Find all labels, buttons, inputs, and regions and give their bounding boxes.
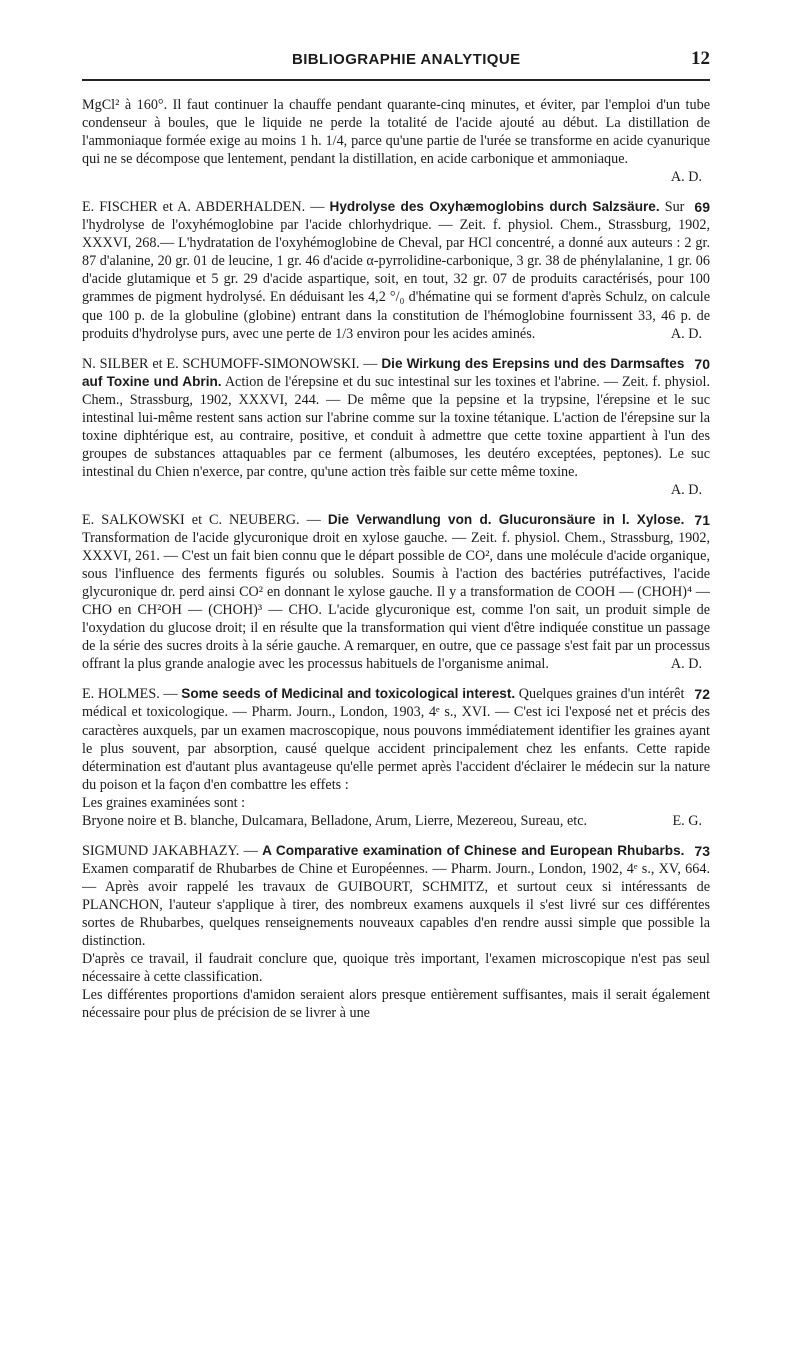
- page-number: 12: [691, 48, 710, 69]
- page-header: [82, 48, 710, 74]
- running-title: BIBLIOGRAPHIE ANALYTIQUE: [292, 51, 521, 68]
- entry-signature: A. D.: [670, 325, 702, 342]
- entry-authors: E. HOLMES. —: [82, 686, 178, 703]
- entry-title: Die Wirkung des Erepsins und des Darmsaftes auf Toxine und Abrin.: [82, 355, 685, 389]
- entry-authors: E. SALKOWSKI et C. NEUBERG. —: [82, 511, 321, 528]
- entry-title: Die Verwandlung von d. Glucuronsäure in l. Xylose.: [327, 511, 685, 527]
- entry-number: 72: [694, 686, 710, 703]
- entry-extra-paragraph: Les graines examinées sont :: [82, 794, 246, 811]
- intro-text: MgCl² à 160°. Il faut continuer la chauffe pendant quarante-cinq minutes, et éviter, par l'emploi d'un tube condenseur à boules, que le liquide ne perde la totalité de l'acide ajouté au début. La distillation de l'ammoniaque formée exige au moins 1 h. 1/4, parce qu'une partie de l'urée se transforme en acide cyanurique qui ne se décompose que lentement, pendant la distillation, en acide carbonique et ammoniaque.: [82, 97, 710, 168]
- entry-number: 70: [694, 355, 710, 372]
- entry-body: Examen comparatif de Rhubarbes de Chine et Européennes. — Pharm. Journ., London, 1902, 4ᵉ s., XV, 664. — Après avoir rappelé les travaux de GUIBOURT, SCHMITZ, et surtout ceux si intéressants de PLANCHON, l'auteur s'applique à tirer, des nombreux examens auxquels il s'est livré sur ces différentes sortes de Rhubarbes, quelques renseignements nouveaux capables d'en rendre aussi simple que possible la distinction.: [82, 860, 710, 950]
- entry-signature: A. D.: [670, 481, 702, 498]
- intro-signature: A. D.: [670, 169, 702, 186]
- bibliography-entry: [82, 685, 710, 829]
- entry-signature: E. G.: [672, 812, 702, 829]
- bibliography-entry: [82, 842, 710, 1022]
- header-rule: [82, 79, 710, 81]
- seed-list: Bryone noire et B. blanche, Dulcamara, Belladone, Arum, Lierre, Mezereou, Sureau, etc.: [82, 812, 588, 829]
- entry-body: Sur l'hydrolyse de l'oxyhémoglobine par l'acide chlorhydrique. — Zeit. f. physiol. Chem., Strassburg, 1902, XXXVI, 268.— L'hydratation de l'oxyhémoglobine de Cheval, par HCl concentré, a donné aux auteurs : 2 gr. 87 d'alanine, 20 gr. 01 de leucine, 1 gr. 46 d'acide α-pyrrolidine-carbonique, 3 gr. 38 de phénylalanine, 1 gr. 06 d'acide glutamique et 5 gr. 29 d'acide aspartique, soit, en tout, 32 gr. 07 de produits caractérisés, pour 100 grammes de pigment hydrolysé. En déduisant les 4,2 °/₀ d'hématine qui se forment d'après Schulz, on calcule que 100 p. de la globuline (globine) entrant dans la constitution de l'hémoglobine fournissent 33, 46 p. de produits d'hydrolyse purs, avec une perte de 1/3 environ pour les acides aminés.: [82, 199, 710, 342]
- entry-body: Transformation de l'acide glycuronique droit en xylose gauche. — Zeit. f. physiol. Chem., Strassburg, 1902, XXXVI, 261. — C'est un fait bien connu que le départ possible de CO², dans une molécule d'acide organique, sous l'influence des ferments figurés ou solubles. Soumis à l'action des bactéries putréfactives, l'acide glycuronique dr. perd ainsi CO² en donnant le xylose gauche. Il y a transformation de COOH — (CHOH)⁴ — CHO en CH²OH — (CHOH)³ — CHO. L'acide glycuronique est, comme l'on sait, un produit simple de l'oxydation du glucose droit; il en résulte que la transformation qui vient d'être indiquée constitue un passage de la série des sucres droits à la série gauche. A remarquer, en outre, que ce passage s'est fait par un processus offrant la plus grande analogie avec les processus habituels de l'organisme animal.: [82, 530, 710, 673]
- entry-authors: E. FISCHER et A. ABDERHALDEN. —: [82, 199, 325, 216]
- intro-paragraph: [82, 96, 710, 168]
- entry-body: Action de l'érepsine et du suc intestinal sur les toxines et l'abrine. — Zeit. f. physiol. Chem., Strassburg, 1902, XXXVI, 244. — De même que la pepsine et la trypsine, l'érepsine et le suc intestinal lui-même restent sans action sur l'abrine comme sur la toxine tétanique. L'action de l'érepsine sur la toxine diphtérique est, au contraire, positive, et conduit à admettre que cette toxine appartient à l'un des groupes de substances attaquables par ce ferment (albumoses, les deutéro exceptées, peptones). Le suc intestinal du Chien n'exerce, par contre, qu'une action très faible sur cette même toxine.: [82, 373, 710, 480]
- entry-extra-paragraph: Les différentes proportions d'amidon seraient alors presque entièrement suffisantes, mais il serait également nécessaire pour plus de précision de se livrer à une: [82, 987, 710, 1022]
- entry-title: A Comparative examination of Chinese and European Rhubarbs.: [262, 842, 685, 858]
- entry-title: Some seeds of Medicinal and toxicological interest.: [181, 686, 516, 702]
- bibliography-entry: [82, 511, 710, 673]
- entry-number: 69: [694, 199, 710, 216]
- bibliography-entry: [82, 198, 710, 342]
- entry-number: 71: [694, 511, 710, 528]
- entry-authors: SIGMUND JAKABHAZY. —: [82, 842, 258, 859]
- entry-number: 73: [694, 842, 710, 859]
- entry-authors: N. SILBER et E. SCHUMOFF-SIMONOWSKI. —: [82, 355, 378, 372]
- page-body: [82, 96, 710, 1022]
- entry-signature: A. D.: [670, 656, 702, 673]
- entry-title: Hydrolyse des Oxyhæmoglobins durch Salzsäure.: [329, 199, 660, 215]
- entry-body: Quelques graines d'un intérêt médical et toxicologique. — Pharm. Journ., London, 1903, 4ᵉ s., XVI. — C'est ici l'exposé net et précis des caractères auxquels, par un examen macroscopique, nous pouvons immédiatement identifier les graines ayant le plus souvent, par absorption, causé quelque accident principalement chez les enfants. Cette rapide détermination est d'autant plus avantageuse qu'elle permet après l'accident d'éclairer le médecin sur la nature du poison et la façon d'en combattre les effets :: [82, 686, 710, 793]
- entry-extra-paragraph: [82, 812, 710, 830]
- entry-extra-paragraph: D'après ce travail, il faudrait conclure que, quoique très important, l'examen microscopique n'est pas seul nécessaire à cette classification.: [82, 951, 710, 986]
- bibliography-entry: [82, 355, 710, 499]
